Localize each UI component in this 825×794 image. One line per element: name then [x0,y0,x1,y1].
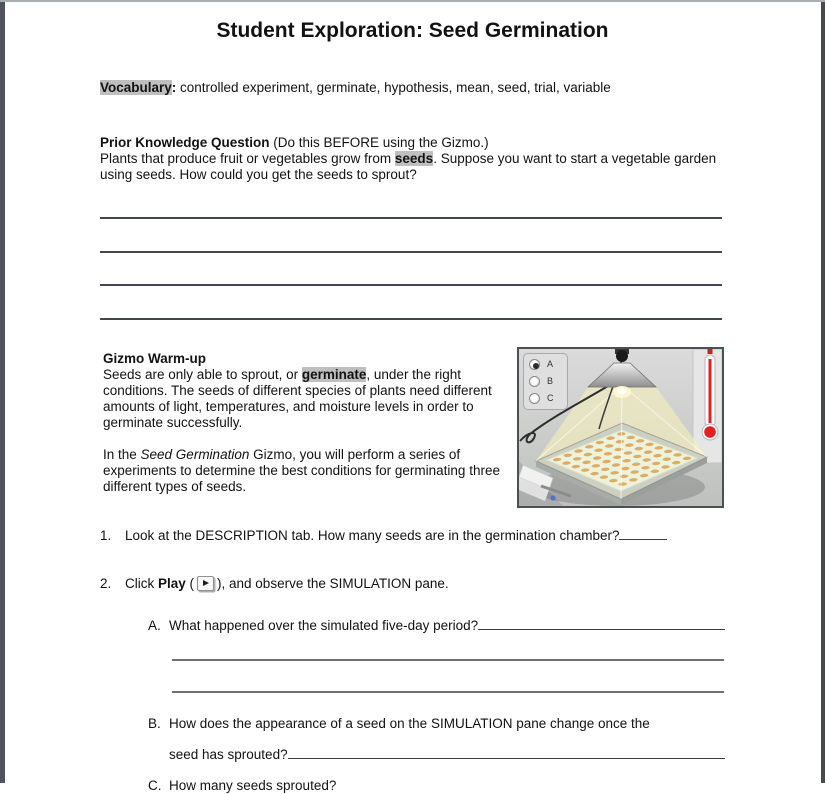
radio-option-c: C [529,392,554,405]
vocabulary-label: Vocabulary [100,80,172,95]
question-1 [100,528,732,544]
prior-knowledge-note: (Do this BEFORE using the Gizmo.) [269,135,489,150]
question-2a-text: What happened over the simulated five-day period? [169,618,479,633]
lamp-selector-panel [523,353,568,410]
question-2a [148,618,725,634]
prior-knowledge-body: Plants that produce fruit or vegetables grow from seeds. Suppose you want to start a vegetable garden using seeds. How could you get the seeds to sprout? [100,151,717,182]
answer-blank [619,539,667,540]
viewer-top-edge [0,0,825,2]
answer-line [100,318,722,320]
question-2-number: 2. [100,576,112,591]
radio-icon [529,376,540,387]
play-label: Play [158,576,186,591]
warmup-paragraph-1: Seeds are only able to sprout, or germinate, under the right conditions. The seeds of different species of plants need different amounts of light, temperatures, and moisture levels in order to germinate successfully. [103,367,492,430]
answer-line [172,691,724,693]
answer-line [100,217,722,219]
answer-line [100,284,722,286]
term-seeds: seeds [394,151,434,166]
gizmo-name: Seed Germination [140,447,250,462]
answer-line [100,251,722,253]
vocabulary-colon: : [171,80,181,95]
play-icon [197,576,214,591]
vocabulary-terms: controlled experiment, germinate, hypothesis, mean, seed, trial, variable [180,80,611,95]
question-1-number: 1. [100,528,112,543]
question-2c-number: C. [148,778,162,793]
warmup-paragraph-2: In the Seed Germination Gizmo, you will perform a series of experiments to determine the best conditions for germinating three different types of seeds. [103,447,500,494]
warmup-heading: Gizmo Warm-up [103,351,206,366]
vocabulary-line [100,80,730,96]
lamp-mount [616,350,628,362]
question-2b-number: B. [148,716,161,731]
question-2: 2. Click Play ( ), and observe the SIMULATION pane. [100,576,449,591]
gizmo-screenshot [517,347,724,508]
question-2c-text: How many seeds sprouted? [169,778,337,793]
question-2b [148,716,725,732]
radio-option-b: B [529,375,554,388]
answer-blank [288,758,725,759]
answer-line [172,659,724,661]
water-drop [550,495,555,500]
radio-icon [529,359,540,370]
term-germinate: germinate [301,367,367,382]
prior-knowledge-heading: Prior Knowledge Question (Do this BEFORE using the Gizmo.) [100,135,489,150]
thermometer-bulb [704,426,716,438]
question-2b-text: How does the appearance of a seed on the SIMULATION pane change once the [169,716,650,731]
radio-option-a: A [529,358,554,371]
viewer-right-edge [821,0,825,783]
question-1-text: Look at the DESCRIPTION tab. How many seeds are in the germination chamber? [125,528,620,543]
viewer-left-edge [0,0,5,783]
thermometer-column [709,359,712,423]
question-2a-number: A. [148,618,161,633]
answer-blank [478,629,725,630]
question-2b-continued: seed has sprouted? [169,747,725,763]
page-title: Student Exploration: Seed Germination [216,19,609,42]
question-2c [148,778,725,794]
radio-icon [529,393,540,404]
